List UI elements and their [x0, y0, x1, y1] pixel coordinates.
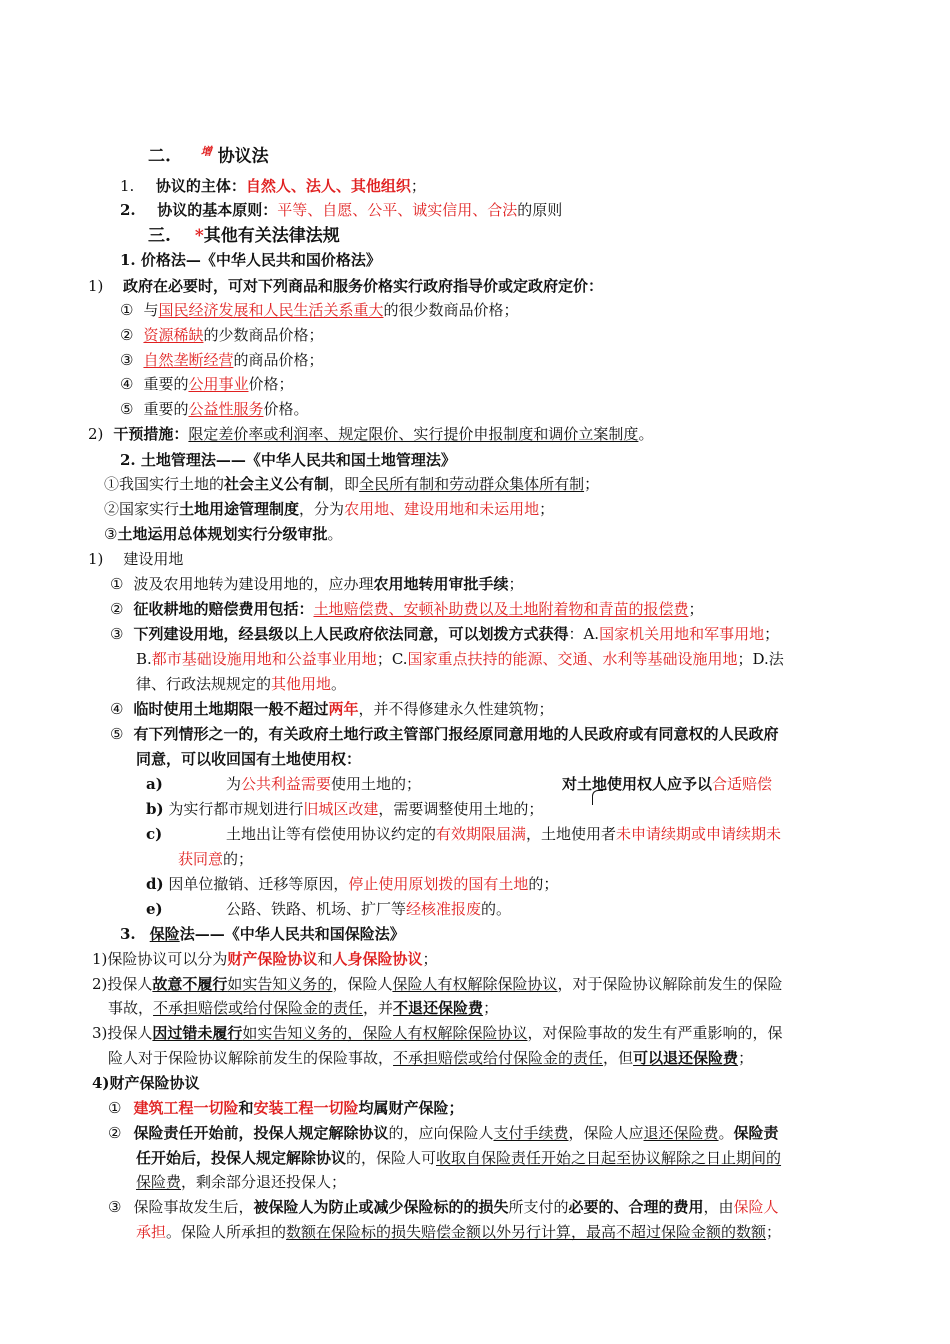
- item-text: 所支付的: [508, 1198, 569, 1216]
- list-item-continuation: [136, 1222, 781, 1242]
- item-text: ；: [764, 625, 780, 643]
- list-item-continuation: [136, 674, 346, 694]
- item-number: 1): [88, 550, 104, 568]
- item-text: 的；: [223, 850, 254, 868]
- item-text: ，剩余部分退还投保人；: [181, 1173, 347, 1191]
- item-text: 因单位撤销、迁移等原因，: [168, 875, 349, 893]
- item-number: ⑤: [110, 725, 124, 743]
- item-text: 1)保险协议可以分为: [92, 950, 228, 968]
- list-item-continuation: [136, 1172, 346, 1192]
- item-text: ；: [410, 177, 426, 195]
- item-text: 保险人有权解除保险协议: [362, 1024, 528, 1042]
- item-text: 2)投保人: [92, 975, 153, 993]
- item-text: B.: [136, 650, 152, 668]
- item-number: e): [146, 900, 163, 918]
- highlight-text: 其他用地: [271, 675, 332, 693]
- list-item: [110, 724, 778, 744]
- item-number: ④: [120, 375, 134, 393]
- item-text: ；C.: [376, 650, 408, 668]
- item-label: 任开始后，投保人规定解除协议: [136, 1149, 347, 1167]
- item-text: ；: [539, 500, 555, 518]
- highlight-text: 经核准报废: [406, 900, 482, 918]
- item-text: 不承担赔偿或给付保险金的责任: [393, 1049, 604, 1067]
- list-item: [108, 1123, 779, 1143]
- sub-item-c: [146, 824, 162, 844]
- highlight-text: 自然垄断经营: [143, 351, 234, 369]
- item-text: 的，应向保险人: [388, 1124, 494, 1142]
- item-label: 不退还保险费: [393, 999, 484, 1017]
- item-label: 下列建设用地，经县级以上人民政府依法同意，可以划拨方式获得: [133, 625, 569, 643]
- sub-item-a: [146, 774, 163, 794]
- item-text: 的少数商品价格；: [203, 326, 324, 344]
- item-label: 保险责任开始前，投保人规定解除协议: [133, 1124, 389, 1142]
- highlight-text: 公益性服务: [188, 400, 264, 418]
- highlight-text: 承担: [136, 1223, 167, 1241]
- item-label: 因过错未履行: [152, 1024, 243, 1042]
- sub-item-e-text: [226, 899, 511, 919]
- item-text: ，土地使用者: [526, 825, 617, 843]
- item-text: ；: [483, 999, 499, 1017]
- section-title: 协议法: [217, 146, 269, 167]
- star-mark: *: [194, 226, 204, 246]
- highlight-text: 农用地、建设用地和未运用地: [344, 500, 540, 518]
- list-item: [88, 424, 653, 444]
- star-mark: 增: [200, 145, 212, 158]
- item-label: 土地用途管理制度: [179, 500, 300, 518]
- highlight-text: 土地赔偿费、安顿补助费以及土地附着物和青苗的报偿费: [313, 600, 689, 618]
- item-text: 如实告知义务的，: [242, 1024, 363, 1042]
- item-text: ，分为: [299, 500, 345, 518]
- item-number: ③: [104, 525, 118, 543]
- item-number: ④: [110, 700, 124, 718]
- highlight-text: 旧城区改建: [303, 800, 379, 818]
- item-text: 如实告知义务的: [227, 975, 333, 993]
- highlight-text: 公用事业: [188, 375, 249, 393]
- item-text: 的很少数商品价格；: [383, 301, 519, 319]
- highlight-text: 获同意: [178, 850, 224, 868]
- item-text: 的商品价格；: [233, 351, 324, 369]
- item-text: 土地出让等有偿使用协议约定的: [226, 825, 437, 843]
- section-title: 其他有关法律法规: [203, 226, 340, 246]
- list-item: [110, 599, 704, 619]
- item-label: 协议的基本原则：: [157, 201, 278, 219]
- highlight-text: 国家重点扶持的能源、交通、水利等基础设施用地: [407, 650, 738, 668]
- item-label: 被保险人为防止或减少保险标的的损失: [253, 1198, 509, 1216]
- item-text: 保险: [149, 925, 180, 943]
- list-item: [104, 524, 342, 544]
- item-text: ，保险人: [332, 975, 393, 993]
- item-text: 律、行政法规规定的: [136, 675, 272, 693]
- item-text: 法——《中华人民共和国保险法》: [179, 925, 405, 943]
- item-number: ②: [120, 326, 134, 344]
- item-number: ②: [110, 600, 124, 618]
- list-item: [88, 549, 183, 569]
- item-text: 公路、铁路、机场、扩厂等: [226, 900, 407, 918]
- item-text: 为实行都市规划进行: [168, 800, 304, 818]
- item-text: ，对于保险协议解除前发生的保险: [557, 975, 783, 993]
- item-label: 可以退还保险费: [633, 1049, 739, 1067]
- item-text: 3)投保人: [92, 1024, 153, 1042]
- item-text: 全民所有制和劳动群众集体所有制: [359, 475, 585, 493]
- item-text: 价格。: [263, 400, 309, 418]
- list-item: [110, 624, 779, 644]
- subsection-title: 1. 价格法—《中华人民共和国价格法》: [120, 251, 381, 269]
- item-label: 临时使用土地期限一般不超过: [133, 700, 329, 718]
- section-heading-2: [148, 142, 269, 167]
- section-number: 二.: [148, 146, 171, 167]
- list-item-continuation: 同意，可以收回国有土地使用权：: [136, 750, 362, 768]
- item-text: 波及农用地转为建设用地的，应办理: [133, 575, 374, 593]
- item-text: 数额在保险标的损失赔偿金额以外另行计算，最高不超过保险金额的数额: [286, 1223, 767, 1241]
- list-item: [104, 499, 554, 519]
- item-text: 的原则: [517, 201, 563, 219]
- highlight-text: 国家机关用地和军事用地: [599, 625, 765, 643]
- item-number: ①: [110, 575, 124, 593]
- item-text: 险人对于保险协议解除前发生的保险事故，: [108, 1049, 394, 1067]
- item-label: 必要的、合理的费用: [568, 1198, 704, 1216]
- sub-item-c-text: [226, 824, 781, 844]
- highlight-text: 合适赔偿: [712, 775, 773, 793]
- item-text: ，保险人应: [568, 1124, 644, 1142]
- list-item: [120, 300, 519, 320]
- item-text: 的。: [481, 900, 512, 918]
- list-item: [120, 350, 323, 370]
- list-item: [104, 474, 599, 494]
- item-text: ，但: [603, 1049, 634, 1067]
- item-number: ③: [120, 351, 134, 369]
- list-item: [92, 974, 782, 994]
- list-item: [120, 325, 323, 345]
- item-text: 收取自保险责任开始之日起至协议解除之日止期间的: [436, 1149, 782, 1167]
- item-text: 我国实行土地的: [119, 475, 225, 493]
- item-text: ，并: [363, 999, 394, 1017]
- item-number: ①: [108, 1099, 122, 1117]
- sub-item-a-text: [226, 774, 421, 794]
- highlight-text: 两年: [328, 700, 359, 718]
- list-item: [108, 1197, 779, 1217]
- item-text: ，即: [329, 475, 360, 493]
- list-item-continuation: [108, 998, 498, 1018]
- item-text: ；: [422, 950, 438, 968]
- item-text: 。保险人所承担的: [166, 1223, 287, 1241]
- item-text: 使用土地的；: [331, 775, 422, 793]
- list-item: [120, 176, 426, 196]
- subsection-title: 2. 土地管理法——《中华人民共和国土地管理法》: [120, 451, 456, 469]
- item-text: 保险人有权解除保险协议: [392, 975, 558, 993]
- item-text: 的，保险人可: [346, 1149, 437, 1167]
- item-label: 和: [238, 1099, 254, 1117]
- item-number: a): [146, 775, 163, 793]
- item-text: ；: [688, 600, 704, 618]
- highlight-text: 建筑工程一切险: [133, 1099, 239, 1117]
- list-item-continuation: [136, 1148, 781, 1168]
- highlight-text: 保险人: [733, 1198, 779, 1216]
- list-item: [110, 574, 524, 594]
- item-text: ，由: [703, 1198, 734, 1216]
- item-number: ①: [104, 475, 120, 493]
- item-label: 征收耕地的赔偿费用包括：: [133, 600, 314, 618]
- item-text: 政府在必要时，可对下列商品和服务价格实行政府指导价或定政府定价：: [122, 277, 603, 295]
- section-number: 三.: [148, 226, 171, 246]
- sub-item-b: [146, 799, 543, 819]
- item-number: ①: [120, 301, 134, 319]
- item-text: 重要的: [143, 375, 189, 393]
- item-text: 退还保险费: [643, 1124, 719, 1142]
- item-label: 对土地使用权人应予以: [562, 775, 713, 793]
- item-number: 2.: [120, 201, 136, 219]
- item-text: 支付手续费: [493, 1124, 569, 1142]
- item-text: 和: [317, 950, 333, 968]
- item-text: ，对保险事故的发生有严重影响的，保: [527, 1024, 783, 1042]
- item-text: ；: [584, 475, 600, 493]
- list-item: [110, 699, 554, 719]
- item-text: ；: [508, 575, 524, 593]
- item-number: ②: [108, 1124, 122, 1142]
- highlight-text: 公共利益需要: [241, 775, 332, 793]
- item-number: ②: [104, 500, 120, 518]
- list-item: [92, 949, 437, 969]
- item-text: 。: [327, 525, 343, 543]
- item-text: ：A.: [568, 625, 600, 643]
- list-item: 4)财产保险协议: [92, 1074, 200, 1092]
- item-text: 价格；: [248, 375, 294, 393]
- item-label: 协议的主体：: [155, 177, 246, 195]
- item-text: 保险费: [136, 1173, 182, 1191]
- item-number: 2): [88, 425, 104, 443]
- item-text: 不承担赔偿或给付保险金的责任: [153, 999, 364, 1017]
- item-number: d): [146, 875, 164, 893]
- item-number: c): [146, 825, 163, 843]
- item-number: ③: [108, 1198, 122, 1216]
- highlight-text: 都市基础设施用地和公益事业用地: [151, 650, 377, 668]
- list-item: [120, 399, 309, 419]
- subsection-title: [120, 924, 405, 944]
- item-value: 自然人、法人、其他组织: [245, 177, 411, 195]
- highlight-text: 人身保险协议: [332, 950, 423, 968]
- item-text: 事故，: [108, 999, 154, 1017]
- item-number: b): [146, 800, 164, 818]
- item-text: ，需要调整使用土地的；: [378, 800, 544, 818]
- item-text: 建设用地: [123, 550, 184, 568]
- item-number: ⑤: [120, 400, 134, 418]
- highlight-text: 国民经济发展和人民生活关系重大: [158, 301, 384, 319]
- item-label: 土地运用总体规划实行分级审批: [117, 525, 328, 543]
- item-text: 的；: [528, 875, 559, 893]
- list-item: [92, 1023, 782, 1043]
- item-number: 1): [88, 277, 104, 295]
- item-text: ；: [766, 1223, 782, 1241]
- item-text: ，并不得修建永久性建筑物；: [358, 700, 554, 718]
- list-item: [120, 200, 562, 220]
- highlight-text: 财产保险协议: [227, 950, 318, 968]
- item-label: 农用地转用审批手续: [373, 575, 509, 593]
- item-text: 限定差价率或利润率、规定限价、实行提价申报制度和调价立案制度: [188, 425, 639, 443]
- highlight-text: 有效期限届满: [436, 825, 527, 843]
- item-text: 国家实行: [119, 500, 180, 518]
- item-value: 平等、自愿、公平、诚实信用、合法: [277, 201, 518, 219]
- item-text: 保险事故发生后，: [133, 1198, 254, 1216]
- list-item: [120, 374, 294, 394]
- item-text: 为: [226, 775, 242, 793]
- brace-mark: [592, 790, 603, 805]
- list-item: [88, 276, 603, 296]
- item-text: 。: [638, 425, 654, 443]
- item-label: 故意不履行: [152, 975, 228, 993]
- item-text: ；D.法: [737, 650, 784, 668]
- sub-item-c-continuation: [178, 849, 253, 869]
- highlight-text: 资源稀缺: [143, 326, 204, 344]
- item-text: 。: [331, 675, 347, 693]
- item-label: 均属财产保险；: [358, 1099, 464, 1117]
- item-label: 社会主义公有制: [224, 475, 330, 493]
- item-text: 重要的: [143, 400, 189, 418]
- item-number: ③: [110, 625, 124, 643]
- section-heading-3: [148, 226, 340, 246]
- sub-item-d: [146, 874, 558, 894]
- item-label: 干预措施：: [113, 425, 189, 443]
- highlight-text: 安装工程一切险: [253, 1099, 359, 1117]
- list-item-continuation: [108, 1048, 753, 1068]
- item-label: 保险责: [733, 1124, 779, 1142]
- list-item-continuation: [136, 649, 784, 669]
- item-number: 3.: [120, 925, 136, 943]
- highlight-text: 停止使用原划拨的国有土地: [348, 875, 529, 893]
- sub-item-e: [146, 899, 163, 919]
- highlight-text: 未申请续期或申请续期未: [616, 825, 782, 843]
- item-text: 。: [718, 1124, 734, 1142]
- item-number: 1.: [120, 177, 135, 195]
- item-label: 有下列情形之一的，有关政府土地行政主管部门报经原同意用地的人民政府或有同意权的人民政府: [133, 725, 779, 743]
- item-text: 与: [143, 301, 159, 319]
- list-item: [108, 1098, 464, 1118]
- item-text: ；: [738, 1049, 754, 1067]
